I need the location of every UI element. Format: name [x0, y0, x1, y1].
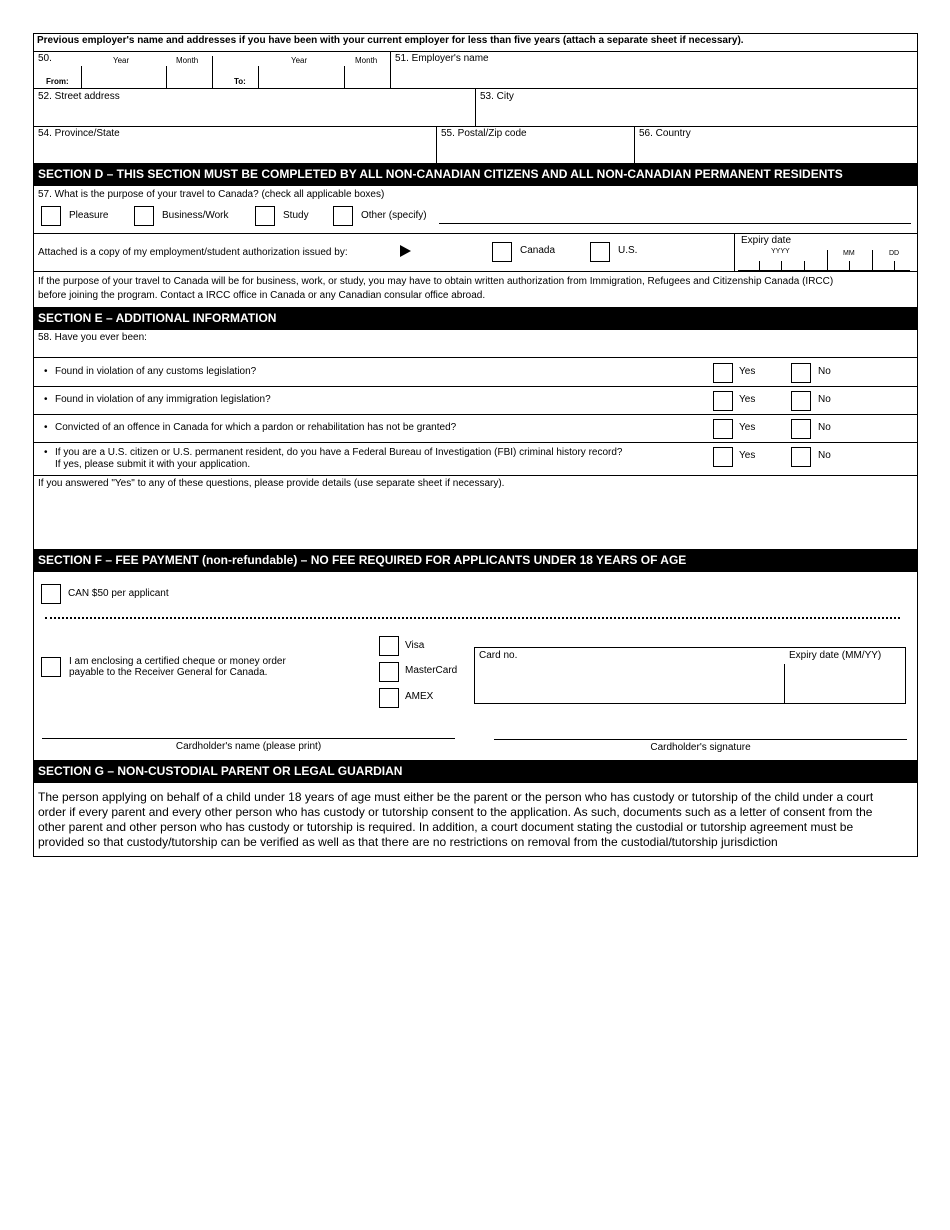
immigration-question: Found in violation of any immigration legislation? — [55, 394, 271, 405]
from-month-input[interactable] — [167, 70, 212, 88]
province-input[interactable] — [38, 141, 431, 161]
visa-checkbox[interactable] — [379, 636, 399, 656]
mastercard-label: MasterCard — [405, 665, 458, 676]
custody-paragraph-line4: provided so that custody/tutorship can be verified as well as that there are no restrictions on removal from the custodial/tutorship jurisdiction — [38, 835, 778, 849]
us-label: U.S. — [618, 245, 638, 256]
cheque-checkbox[interactable] — [41, 657, 61, 677]
no-label: No — [818, 422, 831, 433]
expiry-dd-label: DD — [889, 250, 900, 257]
question-58: 58. Have you ever been: — [38, 332, 147, 343]
to-label: To: — [234, 77, 246, 86]
to-month-label: Month — [355, 56, 378, 65]
no-label: No — [818, 366, 831, 377]
custody-paragraph-line1: The person applying on behalf of a child under 18 years of age must either be the parent or the person who has custody or tutorship of the child under a court — [38, 790, 874, 804]
section-f-header: SECTION F – FEE PAYMENT (non-refundable) – NO FEE REQUIRED FOR APPLICANTS UNDER 18 YEARS OF AGE — [33, 549, 918, 572]
business-work-label: Business/Work — [162, 210, 229, 221]
city-label: 53. City — [480, 91, 514, 102]
offence-no-checkbox[interactable] — [791, 419, 811, 439]
canada-label: Canada — [520, 245, 556, 256]
bullet: • — [44, 366, 48, 377]
cardholder-name-line[interactable] — [42, 738, 455, 739]
bullet: • — [44, 394, 48, 405]
fbi-question: If you are a U.S. citizen or U.S. permanent resident, do you have a Federal Bureau of Investigation (FBI) criminal history record? — [55, 447, 623, 458]
from-month-label: Month — [176, 56, 199, 65]
arrow-right-icon — [400, 245, 411, 257]
cheque-label-line2: payable to the Receiver General for Canada. — [69, 667, 268, 678]
card-number-input[interactable] — [479, 664, 779, 701]
card-expiry-label: Expiry date (MM/YY) — [789, 650, 882, 661]
amex-label: AMEX — [405, 691, 434, 702]
other-specify-line[interactable] — [439, 223, 911, 224]
cardholder-name-label: Cardholder's name (please print) — [175, 741, 322, 752]
business-work-checkbox[interactable] — [134, 206, 154, 226]
card-expiry-input[interactable] — [786, 664, 904, 701]
from-year-label: Year — [113, 56, 130, 65]
fbi-yes-checkbox[interactable] — [713, 447, 733, 467]
expiry-mm-label: MM — [843, 250, 855, 257]
study-label: Study — [283, 210, 309, 221]
street-address-input[interactable] — [38, 104, 470, 124]
fbi-no-checkbox[interactable] — [791, 447, 811, 467]
cheque-label-line1: I am enclosing a certified cheque or money order — [69, 656, 286, 667]
to-year-label: Year — [291, 56, 308, 65]
bullet: • — [44, 447, 48, 458]
visa-label: Visa — [405, 640, 425, 651]
pleasure-label: Pleasure — [69, 210, 109, 221]
offence-yes-checkbox[interactable] — [713, 419, 733, 439]
fbi-question-line2: If yes, please submit it with your application. — [55, 459, 251, 470]
custody-paragraph-line3: other parent and other person who has custody or tutorship is required. In addition, a court document stating the custodial or tutorship agreement must be — [38, 820, 854, 834]
country-label: 56. Country — [639, 128, 691, 139]
yes-label: Yes — [739, 394, 756, 405]
fee-label: CAN $50 per applicant — [68, 588, 169, 599]
field-50-number: 50. — [38, 53, 52, 64]
employer-name-input[interactable] — [395, 66, 915, 86]
authorization-label: Attached is a copy of my employment/student authorization issued by: — [38, 247, 348, 258]
other-checkbox[interactable] — [333, 206, 353, 226]
immigration-no-checkbox[interactable] — [791, 391, 811, 411]
section-g-header: SECTION G – NON-CUSTODIAL PARENT OR LEGAL GUARDIAN — [33, 760, 918, 783]
cardholder-signature-label: Cardholder's signature — [650, 742, 751, 753]
us-checkbox[interactable] — [590, 242, 610, 262]
province-label: 54. Province/State — [38, 128, 120, 139]
to-month-input[interactable] — [345, 70, 390, 88]
previous-employer-note: Previous employer's name and addresses if you have been with your current employer for less than five years (attach a separate sheet if necessary). — [37, 35, 744, 46]
section-e-header: SECTION E – ADDITIONAL INFORMATION — [33, 307, 918, 330]
postal-code-label: 55. Postal/Zip code — [441, 128, 527, 139]
details-label: If you answered "Yes" to any of these questions, please provide details (use separate sheet if necessary). — [38, 478, 505, 489]
amex-checkbox[interactable] — [379, 688, 399, 708]
employer-name-label: 51. Employer's name — [395, 53, 489, 64]
canada-checkbox[interactable] — [492, 242, 512, 262]
expiry-date-label: Expiry date — [741, 235, 792, 246]
yes-label: Yes — [739, 450, 756, 461]
details-textarea[interactable] — [38, 492, 914, 546]
to-year-input[interactable] — [259, 70, 344, 88]
custody-paragraph-line2: order if every parent and every other person who has custody or tutorship consent to the application. As such, documents such as a letter of consent from the — [38, 805, 873, 819]
customs-no-checkbox[interactable] — [791, 363, 811, 383]
section-d-header: SECTION D – THIS SECTION MUST BE COMPLETED BY ALL NON-CANADIAN CITIZENS AND ALL NON-CANADIAN PERMANENT RESIDENTS — [33, 163, 918, 186]
authorization-note-line1: If the purpose of your travel to Canada will be for business, work, or study, you may have to obtain written authorization from Immigration, Refugees and Citizenship Canada (IRCC) — [38, 276, 834, 287]
mastercard-checkbox[interactable] — [379, 662, 399, 682]
yes-label: Yes — [739, 366, 756, 377]
card-number-label: Card no. — [479, 650, 518, 661]
from-label: From: — [46, 77, 69, 86]
customs-question: Found in violation of any customs legislation? — [55, 366, 257, 377]
dotted-separator — [45, 617, 900, 619]
expiry-yyyy-label: YYYY — [771, 248, 790, 255]
other-label: Other (specify) — [361, 210, 427, 221]
country-input[interactable] — [639, 141, 915, 161]
cardholder-signature-line[interactable] — [494, 739, 907, 740]
authorization-note-line2: before joining the program. Contact a IRCC office in Canada or any Canadian consular office abroad. — [38, 290, 486, 301]
from-year-input[interactable] — [82, 70, 166, 88]
bullet: • — [44, 422, 48, 433]
no-label: No — [818, 450, 831, 461]
customs-yes-checkbox[interactable] — [713, 363, 733, 383]
offence-question: Convicted of an offence in Canada for which a pardon or rehabilitation has not be granted? — [55, 422, 457, 433]
study-checkbox[interactable] — [255, 206, 275, 226]
postal-code-input[interactable] — [441, 141, 629, 161]
immigration-yes-checkbox[interactable] — [713, 391, 733, 411]
pleasure-checkbox[interactable] — [41, 206, 61, 226]
city-input[interactable] — [480, 104, 915, 124]
fee-checkbox[interactable] — [41, 584, 61, 604]
street-address-label: 52. Street address — [38, 91, 120, 102]
no-label: No — [818, 394, 831, 405]
expiry-date-input[interactable] — [739, 255, 909, 270]
question-57: 57. What is the purpose of your travel to Canada? (check all applicable boxes) — [38, 189, 385, 200]
yes-label: Yes — [739, 422, 756, 433]
